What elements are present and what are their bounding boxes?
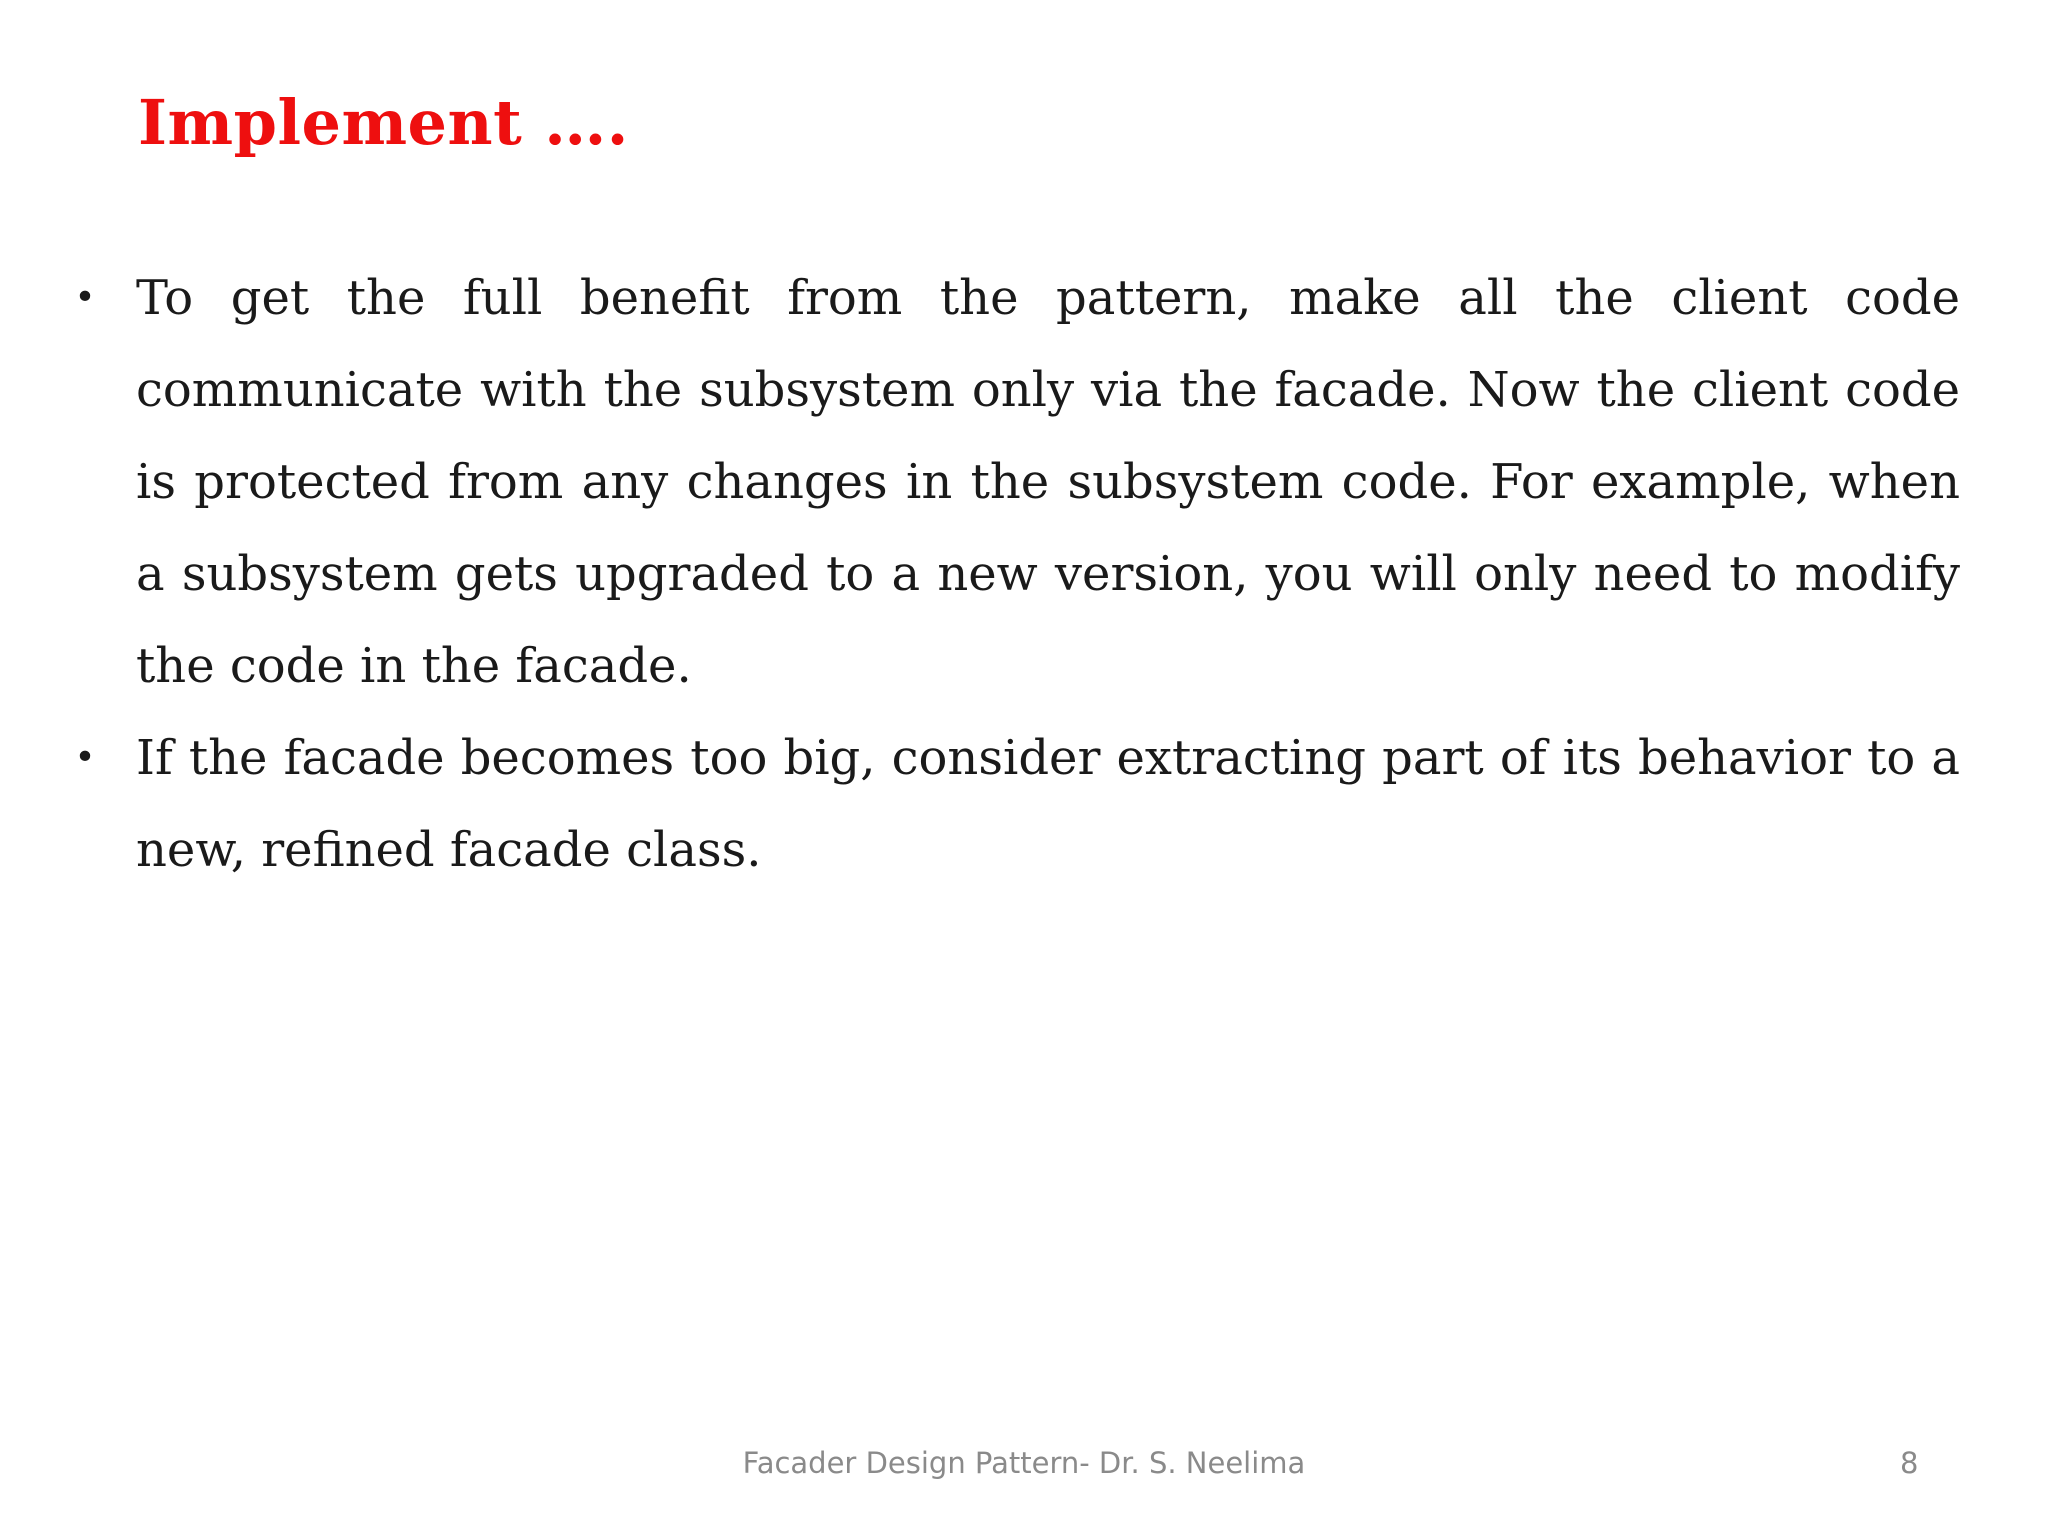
bullet-text: If the facade becomes too big, consider extracting part of its behavior to a new, refined facade class.	[136, 730, 1960, 878]
bullet-item	[70, 252, 1960, 712]
bullet-marker: •	[74, 737, 96, 778]
slide-footer: Facader Design Pattern- Dr. S. Neelima	[742, 1446, 1306, 1480]
bullet-text: To get the full benefit from the pattern, make all the client code communicate with the subsystem only via the facade. Now the client code is protected from any changes in the subsystem code. For example, when a subsystem gets upgraded to a new version, you will only need to modify the code in the facade.	[136, 270, 1960, 694]
slide-title: Implement ….	[138, 86, 629, 159]
bullet-item	[70, 712, 1960, 896]
bullet-list	[70, 252, 1960, 896]
page-number: 8	[1900, 1446, 1919, 1480]
bullet-marker: •	[74, 277, 96, 318]
